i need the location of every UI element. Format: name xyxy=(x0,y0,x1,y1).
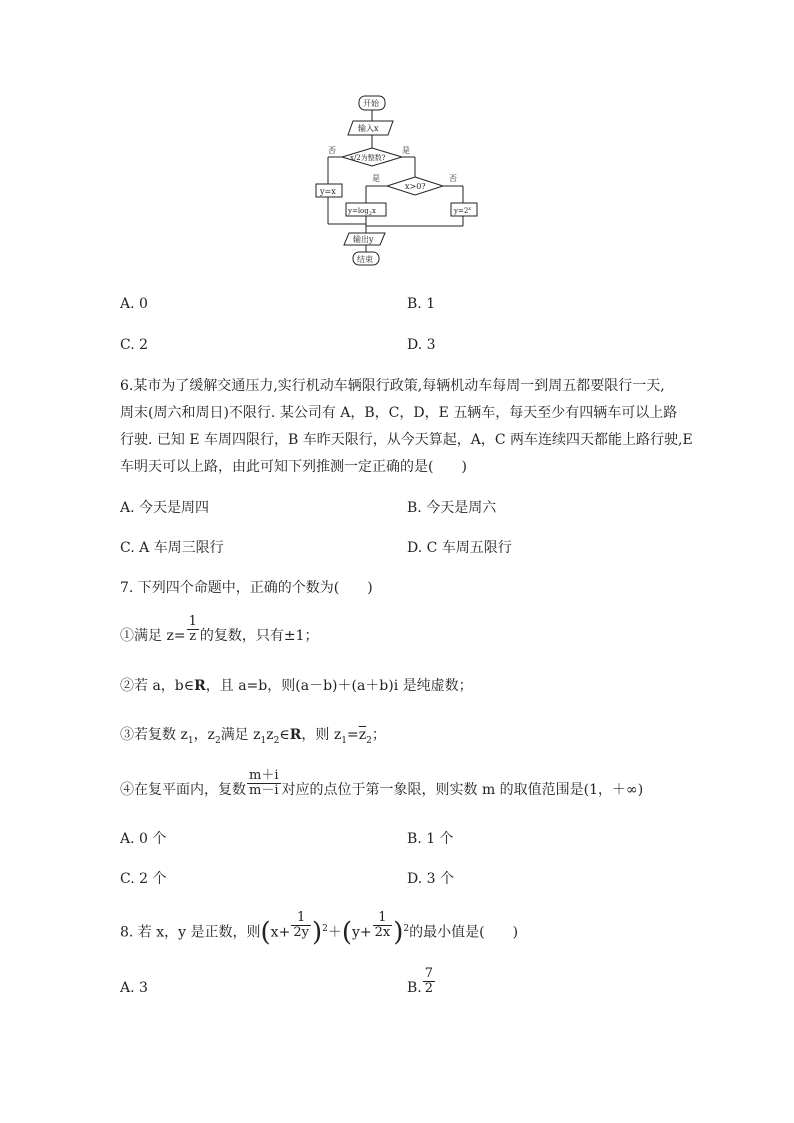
q5-option-c: C. 2 xyxy=(120,337,149,353)
q6-stem-line3: 行驶. 已知 E 车周四限行，B 车昨天限行，从今天算起，A，C 两车连续四天都能上路行驶,E xyxy=(120,432,693,448)
q6-option-b: B. 今天是周六 xyxy=(407,500,497,516)
q7-proposition-3: ③若复数 $z_1$，$z_2$满足 $z_1z_2\in R$，则 $z_1=\overline{z}_2$； xyxy=(120,727,386,746)
q7-stem: 7. 下列四个命题中，正确的个数为( ) xyxy=(120,580,373,596)
flowchart-cond1-label: x/2为整数? xyxy=(350,154,386,162)
q7-option-c: C. 2 个 xyxy=(120,871,167,887)
q5-option-a: A. 0 xyxy=(120,296,148,312)
q6-stem-line1: 6.某市为了缓解交通压力,实行机动车辆限行政策,每辆机动车每周一到周五都要限行一天, xyxy=(120,378,665,394)
q7-option-a: A. 0 个 xyxy=(120,831,167,847)
q6-stem-line4: 车明天可以上路，由此可知下列推测一定正确的是( ) xyxy=(120,459,467,475)
q7-proposition-4: ④在复平面内，复数 $\frac{m+i}{m-i}$ 对应的点位于第一象限，则实数 m 的取值范围是(1，＋∞) xyxy=(120,767,644,798)
q6-stem-line2: 周末(周六和周日)不限行. 某公司有 A，B，C，D，E 五辆车，每天至少有四辆车可以上路 xyxy=(120,405,678,421)
flowchart-yes2-label: 是 xyxy=(372,174,380,183)
flowchart xyxy=(0,0,794,280)
flowchart-log-var: x xyxy=(371,207,376,215)
q7-option-b: B. 1 个 xyxy=(407,831,454,847)
q8-option-b: B. $\frac{7}{2}$ xyxy=(407,965,434,996)
q5-option-d: D. 3 xyxy=(407,337,436,353)
flowchart-assign-pow-label: y=2 xyxy=(454,207,469,215)
q6-option-c: C. A 车周三限行 xyxy=(120,540,224,556)
flowchart-assign-left-label: y=x xyxy=(320,187,336,196)
flowchart-log-base: 2 xyxy=(368,211,372,217)
flowchart-no2-label: 否 xyxy=(449,174,457,183)
q7-proposition-2: ②若 a，b∈R，且 a=b，则(a－b)＋(a＋b)i 是纯虚数； xyxy=(120,678,473,694)
flowchart-start-label: 开始 xyxy=(363,99,379,108)
q6-option-a: A. 今天是周四 xyxy=(120,500,210,516)
q7-proposition-1: ①满足 z= $\frac{1}{z}$ 的复数，只有±1； xyxy=(120,613,319,644)
q8-stem: 8. 若 x，y 是正数，则(x+ $\frac{1}{2y}$ )$^2$＋(y+ $\frac{1}{2x}$ )$^2$的最小值是( ) xyxy=(120,910,519,948)
q8-option-a: A. 3 xyxy=(120,980,148,996)
flowchart-cond2-label: x>0? xyxy=(405,182,426,191)
flowchart-input-label: 输入x xyxy=(358,124,379,133)
flowchart-no1-label: 否 xyxy=(328,146,336,155)
flowchart-end-label: 结束 xyxy=(357,255,373,264)
q5-option-b: B. 1 xyxy=(407,296,436,312)
q6-option-d: D. C 车周五限行 xyxy=(407,540,512,556)
svg-text:y=2x xyxy=(453,206,471,215)
flowchart-assign-log-label: y=log xyxy=(348,207,369,215)
flowchart-output-label: 输出y xyxy=(353,235,374,244)
q7-option-d: D. 3 个 xyxy=(407,871,454,887)
flowchart-pow-exp: x xyxy=(468,206,472,212)
flowchart-yes1-label: 是 xyxy=(402,146,410,155)
